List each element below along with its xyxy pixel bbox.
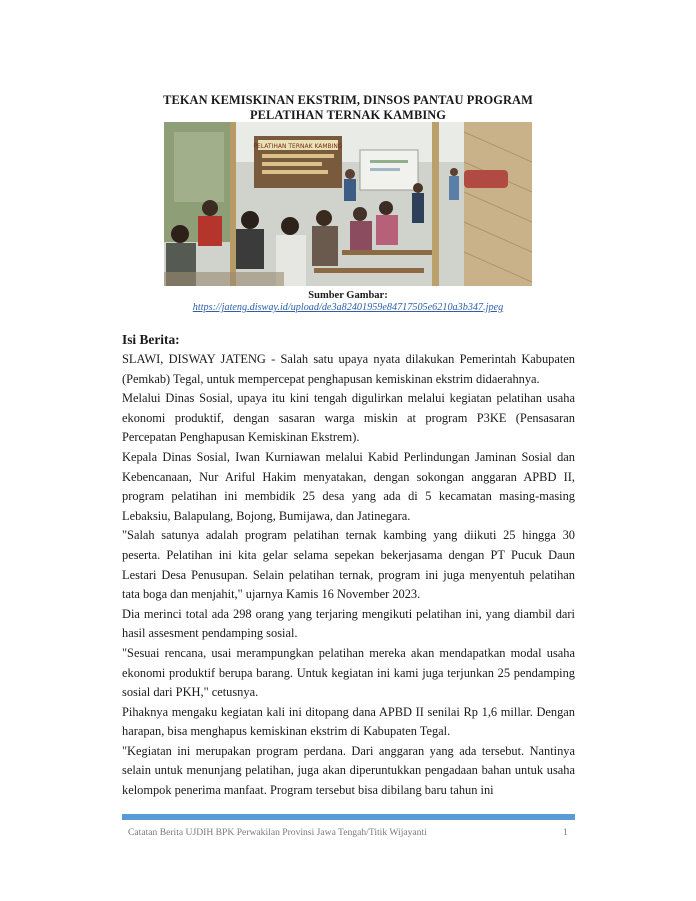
footer-text: Catatan Berita UJDIH BPK Perwakilan Provinsi Jawa Tengah/Titik Wijayanti bbox=[128, 827, 427, 838]
paragraph: "Sesuai rencana, usai merampungkan pelatihan mereka akan mendapatkan modal usaha ekonomi produktif berupa barang. Untuk kegiatan ini kami juga terjunkan 25 pendamping sosial dari PKH," cetusnya. bbox=[122, 645, 575, 700]
article-title: TEKAN KEMISKINAN EKSTRIM, DINSOS PANTAU PROGRAM PELATIHAN TERNAK KAMBING bbox=[163, 93, 533, 122]
paragraph: SLAWI, DISWAY JATENG - Salah satu upaya nyata dilakukan Pemerintah Kabupaten (Pemkab) Tegal, untuk mempercepat penghapusan kemiskinan ekstrim didaerahnya. bbox=[122, 352, 575, 386]
paragraph: "Kegiatan ini merupakan program perdana. Dari anggaran yang ada tersebut. Nantinya selain untuk menunjang pelatihan, juga akan diperuntukkan pengadaan bahan untuk usaha kelompok penerima manfaat. Program tersebut bisa dibilang baru tahun ini bbox=[122, 743, 575, 798]
paragraph: Dia merinci total ada 298 orang yang terjaring mengikuti pelatihan ini, yang diambil dari hasil assesment pendamping sosial. bbox=[122, 606, 575, 641]
article-photo bbox=[164, 122, 532, 286]
banner-text: PELATIHAN TERNAK KAMBING bbox=[253, 143, 343, 150]
footer-divider bbox=[122, 814, 575, 820]
paragraph: "Salah satunya adalah program pelatihan ternak kambing yang diikuti 25 hingga 30 peserta. Pelatihan ini kita gelar selama sepekan bekerjasama dengan PT Pucuk Daun Lestari Desa Penusupan. Selain pelatihan ternak, program ini juga menyentuh pelatihan tata boga dan menjahit," ujarnya Kamis 16 November 2023. bbox=[122, 528, 575, 602]
image-source-link[interactable]: https://jateng.disway.id/upload/de3a82401959e84717505e6210a3b347.jpeg bbox=[192, 302, 504, 313]
paragraph: Pihaknya mengaku kegiatan kali ini ditopang dana APBD II senilai Rp 1,6 millar. Dengan harapan, bisa menghapus kemiskinan ekstrim di Kabupaten Tegal. bbox=[122, 704, 575, 739]
section-label: Isi Berita: bbox=[122, 332, 180, 347]
article-body bbox=[122, 350, 575, 801]
page-number: 1 bbox=[563, 827, 568, 838]
paragraph: Kepala Dinas Sosial, Iwan Kurniawan melalui Kabid Perlindungan Jaminan Sosial dan Kebencanaan, Nur Ariful Hakim menyatakan, dengan sokongan anggaran APBD II, program pelatihan ini membidik 25 desa yang ada di 5 kecamatan masing-masing Lebaksiu, Balapulang, Bojong, Bumijawa, dan Jatinegara. bbox=[122, 449, 575, 523]
paragraph: Melalui Dinas Sosial, upaya itu kini tengah digulirkan melalui kegiatan pelatihan usaha ekonomi produktif, dengan sasaran warga miskin at program P3KE (Pensasaran Percepatan Penghapusan Kemiskinan Ekstrem). bbox=[122, 391, 575, 445]
image-caption-label: Sumber Gambar: bbox=[308, 290, 388, 301]
